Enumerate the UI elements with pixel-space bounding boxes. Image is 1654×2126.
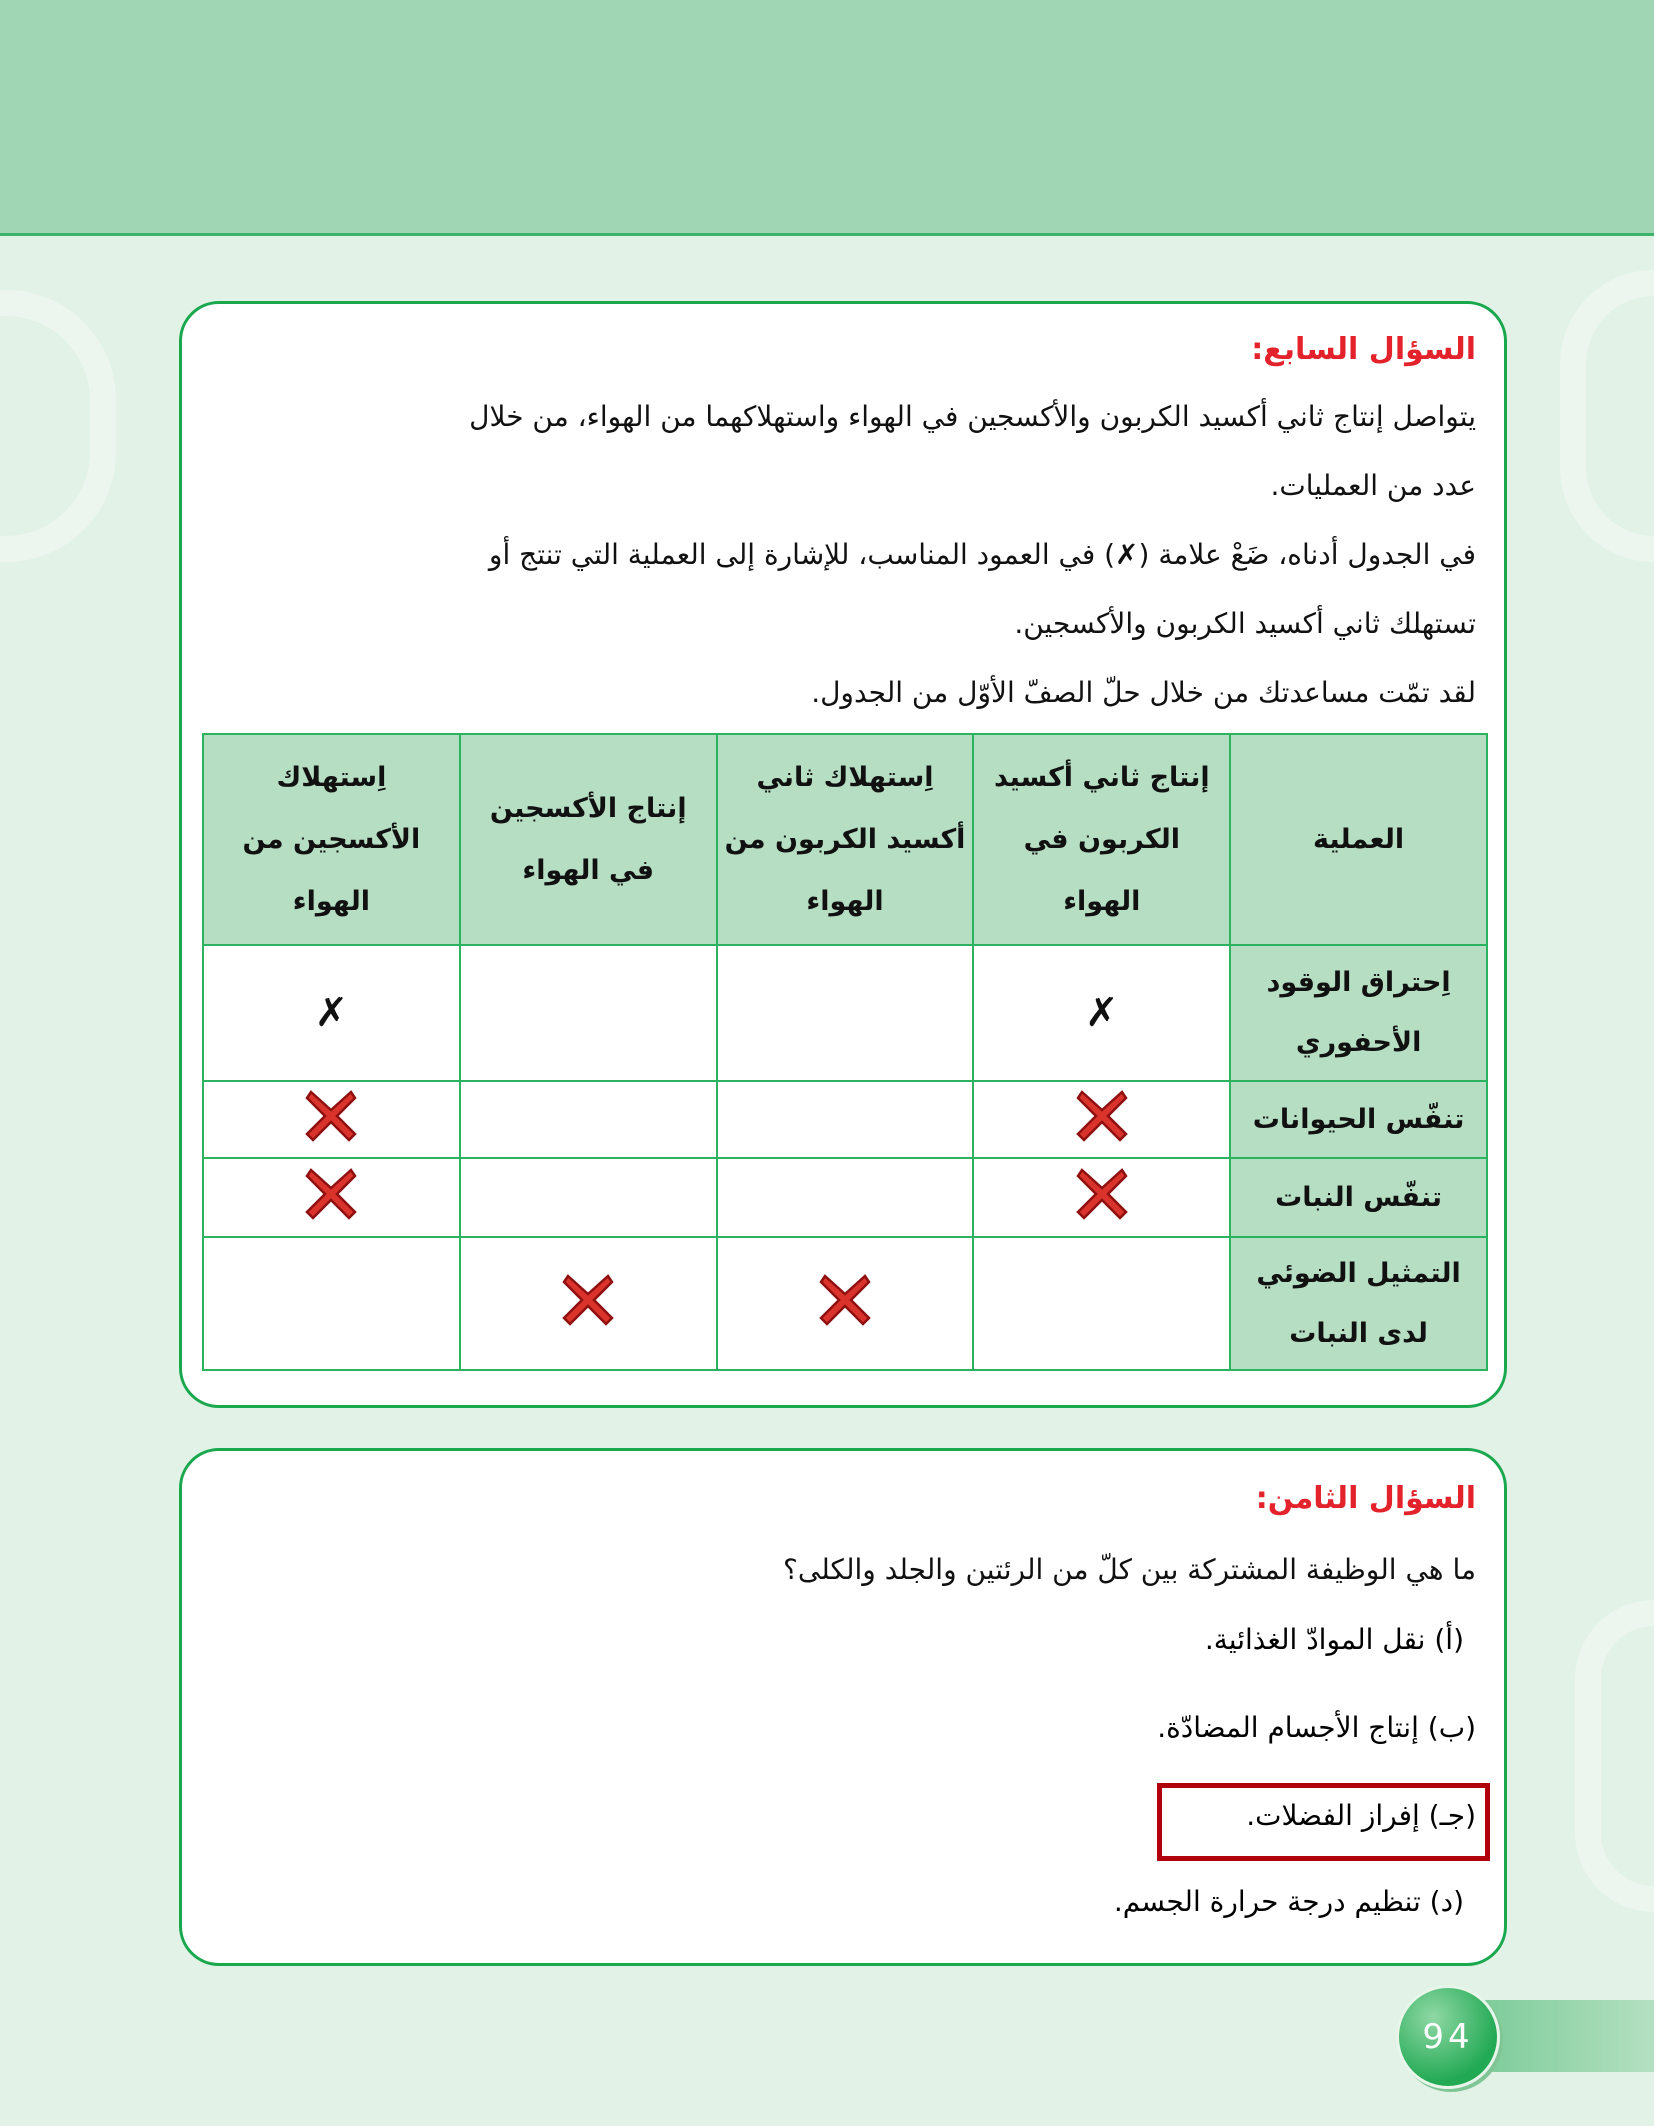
page-number-bar [1478,2000,1654,2072]
table-cell[interactable] [717,945,974,1081]
question-7-text: في الجدول أدناه، ضَعْ علامة (✗) في العمود المناسب، للإشارة إلى العملية التي تنتج أو [488,538,1476,571]
question-7-box [179,301,1507,1408]
x-mark-icon [819,1272,871,1328]
background-decoration [1560,270,1654,562]
table-row [203,1158,1487,1237]
option-b[interactable]: (ب) إنتاج الأجسام المضادّة. [1157,1711,1476,1744]
question-7-text: لقد تمّت مساعدتك من خلال حلّ الصفّ الأوّل من الجدول. [811,676,1476,709]
background-decoration [1575,1600,1654,1912]
question-7-title: السؤال السابع: [1251,332,1476,367]
table-row [203,945,1487,1081]
table-cell[interactable] [460,1081,717,1158]
option-a[interactable]: (أ) نقل الموادّ الغذائية. [1204,1623,1464,1656]
table-cell[interactable] [460,1158,717,1237]
background-decoration [0,290,116,562]
x-mark-icon [562,1272,614,1328]
column-header-process: العملية [1230,734,1487,945]
table-row [203,1237,1487,1370]
table-row [203,1081,1487,1158]
option-c[interactable]: (جـ) إفراز الفضلات. [1246,1799,1476,1832]
x-mark-icon: ✗ [1085,990,1119,1036]
process-name: تنفّس الحيوانات [1230,1081,1487,1158]
page-header-band [0,0,1654,236]
question-8-box [179,1448,1507,1966]
question-7-text: يتواصل إنتاج ثاني أكسيد الكربون والأكسجين في الهواء واستهلاكهما من الهواء، من خلال [469,400,1476,433]
column-header: إنتاج الأكسجين في الهواء [460,734,717,945]
column-header: اِستهلاك الأكسجين من الهواء [203,734,460,945]
question-7-text: عدد من العمليات. [1270,469,1476,502]
process-name: التمثيل الضوئي لدى النبات [1230,1237,1487,1370]
column-header: إنتاج ثاني أكسيد الكربون في الهواء [973,734,1230,945]
table-cell[interactable] [973,1081,1230,1158]
option-d[interactable]: (د) تنظيم درجة حرارة الجسم. [1113,1885,1464,1918]
table-cell[interactable] [717,1237,974,1370]
table-cell[interactable] [973,1237,1230,1370]
table-cell[interactable] [717,1081,974,1158]
x-mark-icon [305,1166,357,1222]
table-cell[interactable] [460,1237,717,1370]
table-cell[interactable] [203,1081,460,1158]
question-8-title: السؤال الثامن: [1255,1481,1476,1516]
x-mark-icon [1076,1088,1128,1144]
table-cell[interactable] [203,945,460,1081]
table-cell[interactable] [973,945,1230,1081]
question-7-text: تستهلك ثاني أكسيد الكربون والأكسجين. [1014,607,1476,640]
table-cell[interactable] [203,1237,460,1370]
table-cell[interactable] [717,1158,974,1237]
x-mark-icon: ✗ [314,990,349,1036]
column-header: اِستهلاك ثاني أكسيد الكربون من الهواء [717,734,974,945]
table-cell[interactable] [203,1158,460,1237]
question-8-text: ما هي الوظيفة المشتركة بين كلّ من الرئتين والجلد والكلى؟ [783,1553,1476,1586]
page-number: 94 [1396,1985,1500,2089]
x-mark-icon [305,1088,357,1144]
x-mark-icon [1076,1166,1128,1222]
process-name: تنفّس النبات [1230,1158,1487,1237]
table-cell[interactable] [460,945,717,1081]
process-table [202,733,1488,1371]
table-cell[interactable] [973,1158,1230,1237]
process-name: اِحتراق الوقود الأحفوري [1230,945,1487,1081]
